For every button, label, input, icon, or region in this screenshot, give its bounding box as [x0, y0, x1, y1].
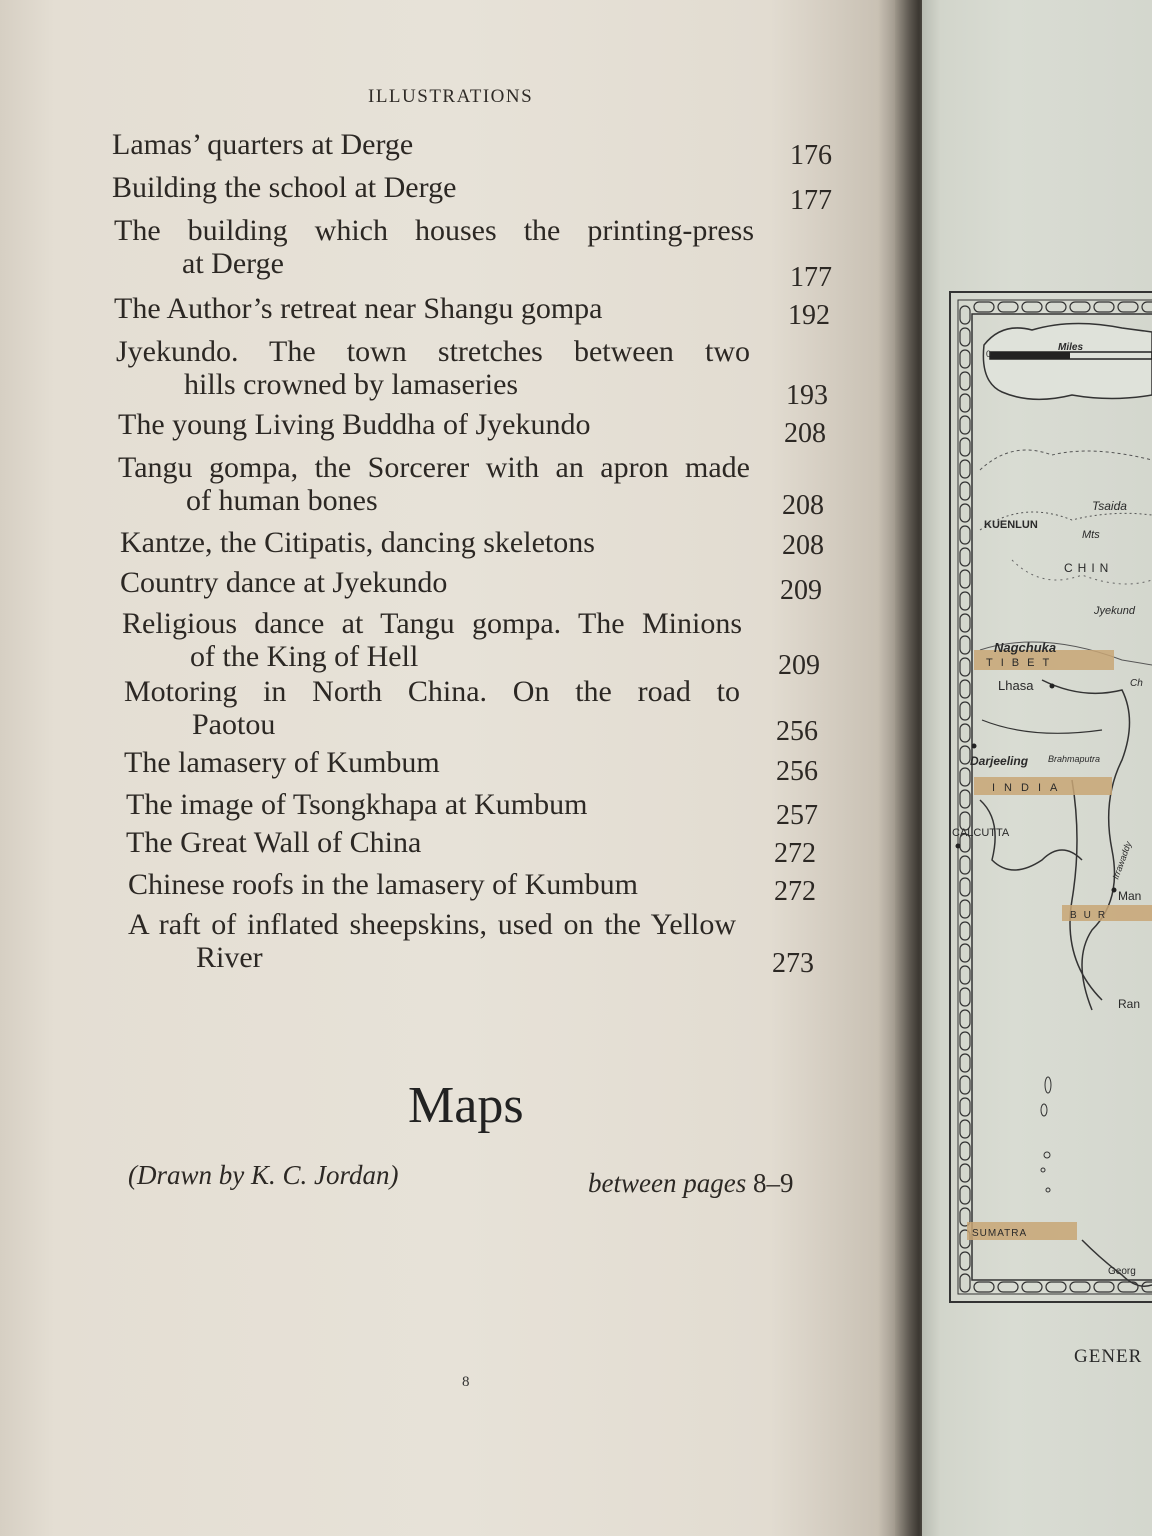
illustration-entry	[128, 868, 638, 901]
illustration-page-number: 272	[774, 838, 816, 869]
illustration-entry	[118, 408, 590, 441]
illustration-title: The Author’s retreat near Shangu gompa	[114, 292, 603, 325]
maps-heading: Maps	[408, 1077, 524, 1134]
illustration-title-continued: Paotou	[192, 708, 276, 741]
illustration-title: Jyekundo. The town stretches between two	[116, 335, 750, 368]
label-china: CHIN	[1064, 561, 1114, 575]
illustration-page-number: 272	[774, 876, 816, 907]
label-kuenlun: KUENLUN	[984, 519, 1038, 531]
illustration-page-number: 209	[780, 575, 822, 606]
illustration-entry	[120, 526, 595, 559]
illustration-entry	[124, 675, 740, 741]
label-darjeeling: Darjeeling	[970, 754, 1029, 768]
maps-credit: (Drawn by K. C. Jordan)	[128, 1160, 399, 1190]
map-illustration	[922, 0, 1152, 1536]
illustration-entry	[112, 171, 456, 204]
illustration-entry	[118, 451, 750, 517]
illustration-page-number: 208	[782, 530, 824, 561]
map-caption: GENER	[1074, 1346, 1143, 1367]
illustration-title: Chinese roofs in the lamasery of Kumbum	[128, 868, 638, 901]
illustration-entry	[128, 908, 736, 974]
illustration-page-number: 209	[778, 650, 820, 681]
illustration-page-number: 208	[784, 418, 826, 449]
label-india: INDIA	[992, 782, 1067, 794]
map-scale-label: Miles	[1058, 342, 1084, 353]
illustration-entry	[126, 788, 587, 821]
illustration-entry	[124, 746, 440, 779]
illustration-title-continued: River	[196, 941, 263, 974]
illustration-title: Religious dance at Tangu gompa. The Minions	[122, 607, 742, 640]
label-tsaida: Tsaida	[1092, 499, 1127, 513]
illustration-title: The image of Tsongkhapa at Kumbum	[126, 788, 588, 821]
illustration-title-continued: of the King of Hell	[190, 640, 419, 673]
maps-pages-label: between pages	[588, 1168, 747, 1198]
map-scale-zero: 0	[986, 349, 992, 359]
label-rangoon: Ran	[1118, 997, 1141, 1011]
illustration-title: Country dance at Jyekundo	[120, 566, 448, 599]
illustration-entry	[114, 214, 754, 280]
frame-chain-bottom	[974, 1282, 1152, 1292]
label-sumatra: SUMATRA	[972, 1228, 1028, 1239]
label-tibet: TIBET	[986, 657, 1058, 669]
frame-chain-top	[974, 302, 1152, 312]
frame-chain-left	[960, 306, 970, 1292]
illustration-entry	[126, 826, 421, 859]
right-page-map	[922, 0, 1152, 1536]
illustration-page-number: 208	[782, 490, 824, 521]
illustration-page-number: 192	[788, 300, 830, 331]
illustration-title: Building the school at Derge	[112, 171, 457, 204]
label-georgetown: Georg	[1108, 1266, 1136, 1277]
illustration-entry	[120, 566, 447, 599]
illustration-page-number: 177	[790, 262, 832, 293]
illustration-entry	[116, 335, 750, 401]
maps-pages	[588, 1168, 793, 1199]
illustration-title: The young Living Buddha of Jyekundo	[118, 408, 591, 441]
illustration-title: Lamas’ quarters at Derge	[112, 128, 414, 161]
illustration-title-continued: hills crowned by lamaseries	[184, 368, 519, 401]
maps-pages-value: 8–9	[752, 1168, 794, 1198]
illustration-page-number: 193	[786, 380, 828, 411]
illustration-title: The building which houses the printing-press	[114, 214, 754, 247]
label-ch: Ch	[1130, 678, 1143, 689]
illustration-title: Tangu gompa, the Sorcerer with an apron made	[118, 451, 750, 484]
label-lhasa: Lhasa	[998, 678, 1034, 693]
illustration-page-number: 273	[772, 948, 814, 979]
illustration-page-number: 177	[790, 185, 832, 216]
label-burma: BUR	[1070, 910, 1113, 921]
running-head: ILLUSTRATIONS	[368, 86, 534, 107]
illustration-title: A raft of inflated sheepskins, used on the Yellow	[128, 908, 736, 941]
illustration-entry	[114, 292, 602, 325]
label-jyekundo: Jyekund	[1094, 605, 1135, 617]
illustration-entry	[122, 607, 742, 673]
label-irrawaddy: Irrawaddy	[1110, 840, 1134, 881]
illustration-title: The Great Wall of China	[126, 826, 422, 859]
folio: 8	[462, 1374, 470, 1390]
illustration-title: Motoring in North China. On the road to	[124, 675, 740, 708]
illustration-entry	[112, 128, 413, 161]
label-calcutta: CALCUTTA	[952, 827, 1010, 839]
label-nagchuka: Nagchuka	[994, 640, 1057, 655]
illustration-title-continued: of human bones	[186, 484, 378, 517]
illustration-title-continued: at Derge	[182, 247, 284, 280]
illustration-title: The lamasery of Kumbum	[124, 746, 440, 779]
illustration-page-number: 176	[790, 140, 832, 171]
illustration-page-number: 256	[776, 756, 818, 787]
illustration-title: Kantze, the Citipatis, dancing skeletons	[120, 526, 595, 559]
label-mts: Mts	[1082, 529, 1100, 541]
illustration-page-number: 257	[776, 800, 818, 831]
label-brahmaputra: Brahmaputra	[1048, 754, 1101, 764]
label-mandalay: Man	[1118, 889, 1142, 903]
illustration-page-number: 256	[776, 716, 818, 747]
